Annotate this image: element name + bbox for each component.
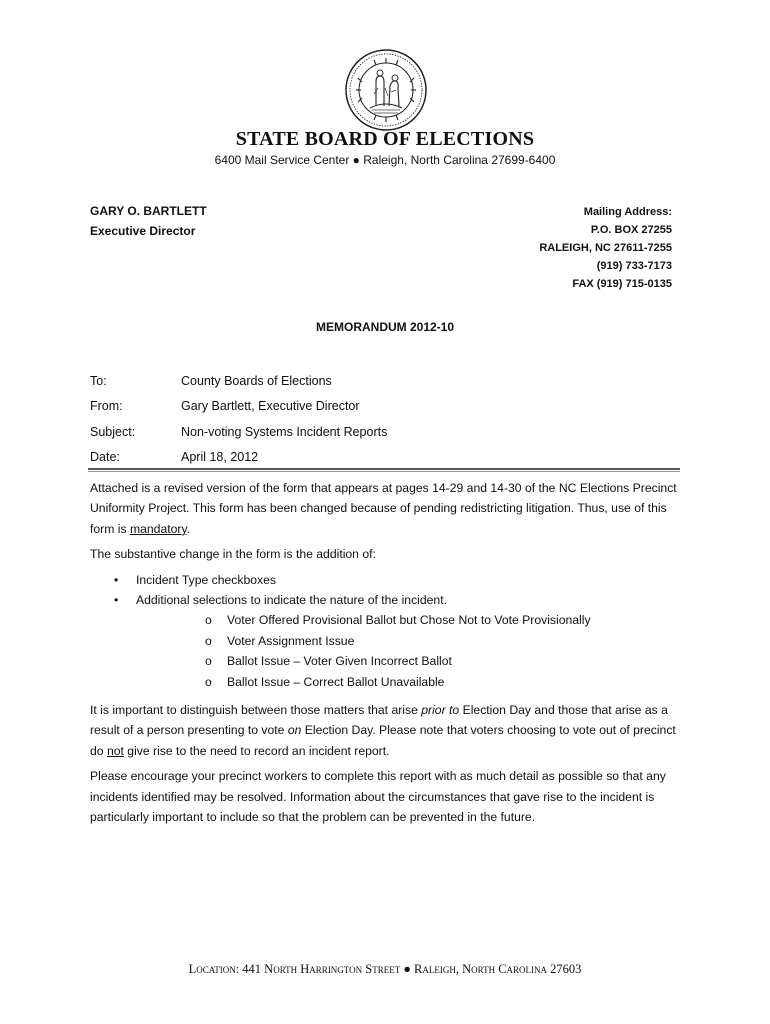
p3-text-e: Election Day. Please note that voters choosing to vote out of precinct do <box>90 723 676 758</box>
sender-title: Executive Director <box>90 224 196 238</box>
memo-to-row <box>90 368 387 394</box>
mailing-po-box: P.O. BOX 27255 <box>590 224 672 236</box>
letterhead-title: STATE BOARD OF ELECTIONS <box>235 128 535 150</box>
memo-date-value: April 18, 2012 <box>181 450 259 465</box>
mailing-phone: (919) 733-7173 <box>596 260 672 272</box>
list-item <box>90 570 690 590</box>
sub-bullet-icon: o <box>205 633 212 648</box>
header-divider-thin <box>88 471 680 472</box>
p3-text-c: Election Day and those that arise as a result of a person presenting to vote <box>90 703 668 738</box>
bullet-text: Incident Type checkboxes <box>136 572 277 587</box>
sub-item-text: Voter Offered Provisional Ballot but Chose Not to Vote Provisionally <box>227 613 591 628</box>
list-item <box>90 590 690 692</box>
bullet-icon: • <box>114 593 119 608</box>
sender-name: GARY O. BARTLETT <box>90 204 207 218</box>
memo-date-label: Date: <box>90 450 120 465</box>
mailing-fax: FAX (919) 715-0135 <box>572 278 672 290</box>
memo-to-label: To: <box>90 373 107 388</box>
bullet-icon: • <box>114 572 119 587</box>
mailing-label: Mailing Address: <box>583 206 672 218</box>
sub-bullet-icon: o <box>205 654 212 669</box>
paragraph-encourage: Please encourage your precinct workers to complete this report with as much detail as possible so that any incidents identified may be resolved. Information about the circumstances that gave rise to the incident is particularly important to include so that the problem can be prevented in the future. <box>90 769 666 825</box>
sub-list-item <box>136 610 690 630</box>
p3-text-g: give rise to the need to record an incident report. <box>123 743 390 758</box>
memo-header-fields <box>90 368 387 470</box>
p1-text: Attached is a revised version of the form that appears at pages 14-29 and 14-30 of the NC Elections Precinct Uniformity Project. This form has been changed because of pending redistricting litigation. Thus, use of this form is <box>90 481 677 536</box>
memo-body <box>90 478 690 833</box>
sub-bullet-icon: o <box>205 613 212 628</box>
memo-subject-value: Non-voting Systems Incident Reports <box>181 424 388 439</box>
header-divider <box>88 468 680 470</box>
sub-item-text: Ballot Issue – Voter Given Incorrect Ballot <box>227 654 452 669</box>
p1-end: . <box>186 521 191 536</box>
memo-from-row <box>90 394 387 420</box>
memo-title: MEMORANDUM 2012-10 <box>315 320 455 334</box>
change-list <box>90 570 690 692</box>
p3-text-a: It is important to distinguish between those matters that arise <box>90 703 422 718</box>
sub-item-text: Voter Assignment Issue <box>227 633 355 648</box>
memo-date-row <box>90 445 387 471</box>
letterhead-address: 6400 Mail Service Center ● Raleigh, North Carolina 27699-6400 <box>214 153 556 167</box>
paragraph-substantive-change: The substantive change in the form is the addition of: <box>90 547 376 562</box>
footer-location: Location: 441 North Harrington Street ● Raleigh, North Carolina 27603 <box>188 962 582 976</box>
paragraph-attached <box>90 478 690 539</box>
sub-list-item <box>136 672 690 692</box>
mandatory-underlined: mandatory <box>129 521 187 536</box>
p3-italic-on: on <box>287 723 302 738</box>
memo-subject-row <box>90 419 387 445</box>
memo-from-value: Gary Bartlett, Executive Director <box>181 399 360 414</box>
memo-to-value: County Boards of Elections <box>181 373 332 388</box>
sub-list-item <box>136 631 690 651</box>
sender-block <box>90 201 207 241</box>
p3-underlined-not: not <box>106 743 124 758</box>
bullet-text: Additional selections to indicate the nature of the incident. <box>136 593 447 608</box>
state-seal-icon <box>344 48 428 132</box>
paragraph-distinguish <box>90 700 690 761</box>
sub-bullet-icon: o <box>205 674 212 689</box>
sub-list-item <box>136 651 690 671</box>
sub-list <box>136 610 690 692</box>
sub-item-text: Ballot Issue – Correct Ballot Unavailable <box>227 674 445 689</box>
memo-subject-label: Subject: <box>90 424 136 439</box>
mailing-address-block <box>539 203 672 293</box>
p3-italic-prior: prior to <box>421 703 460 718</box>
mailing-city: RALEIGH, NC 27611-7255 <box>539 242 672 254</box>
memo-from-label: From: <box>90 399 123 414</box>
